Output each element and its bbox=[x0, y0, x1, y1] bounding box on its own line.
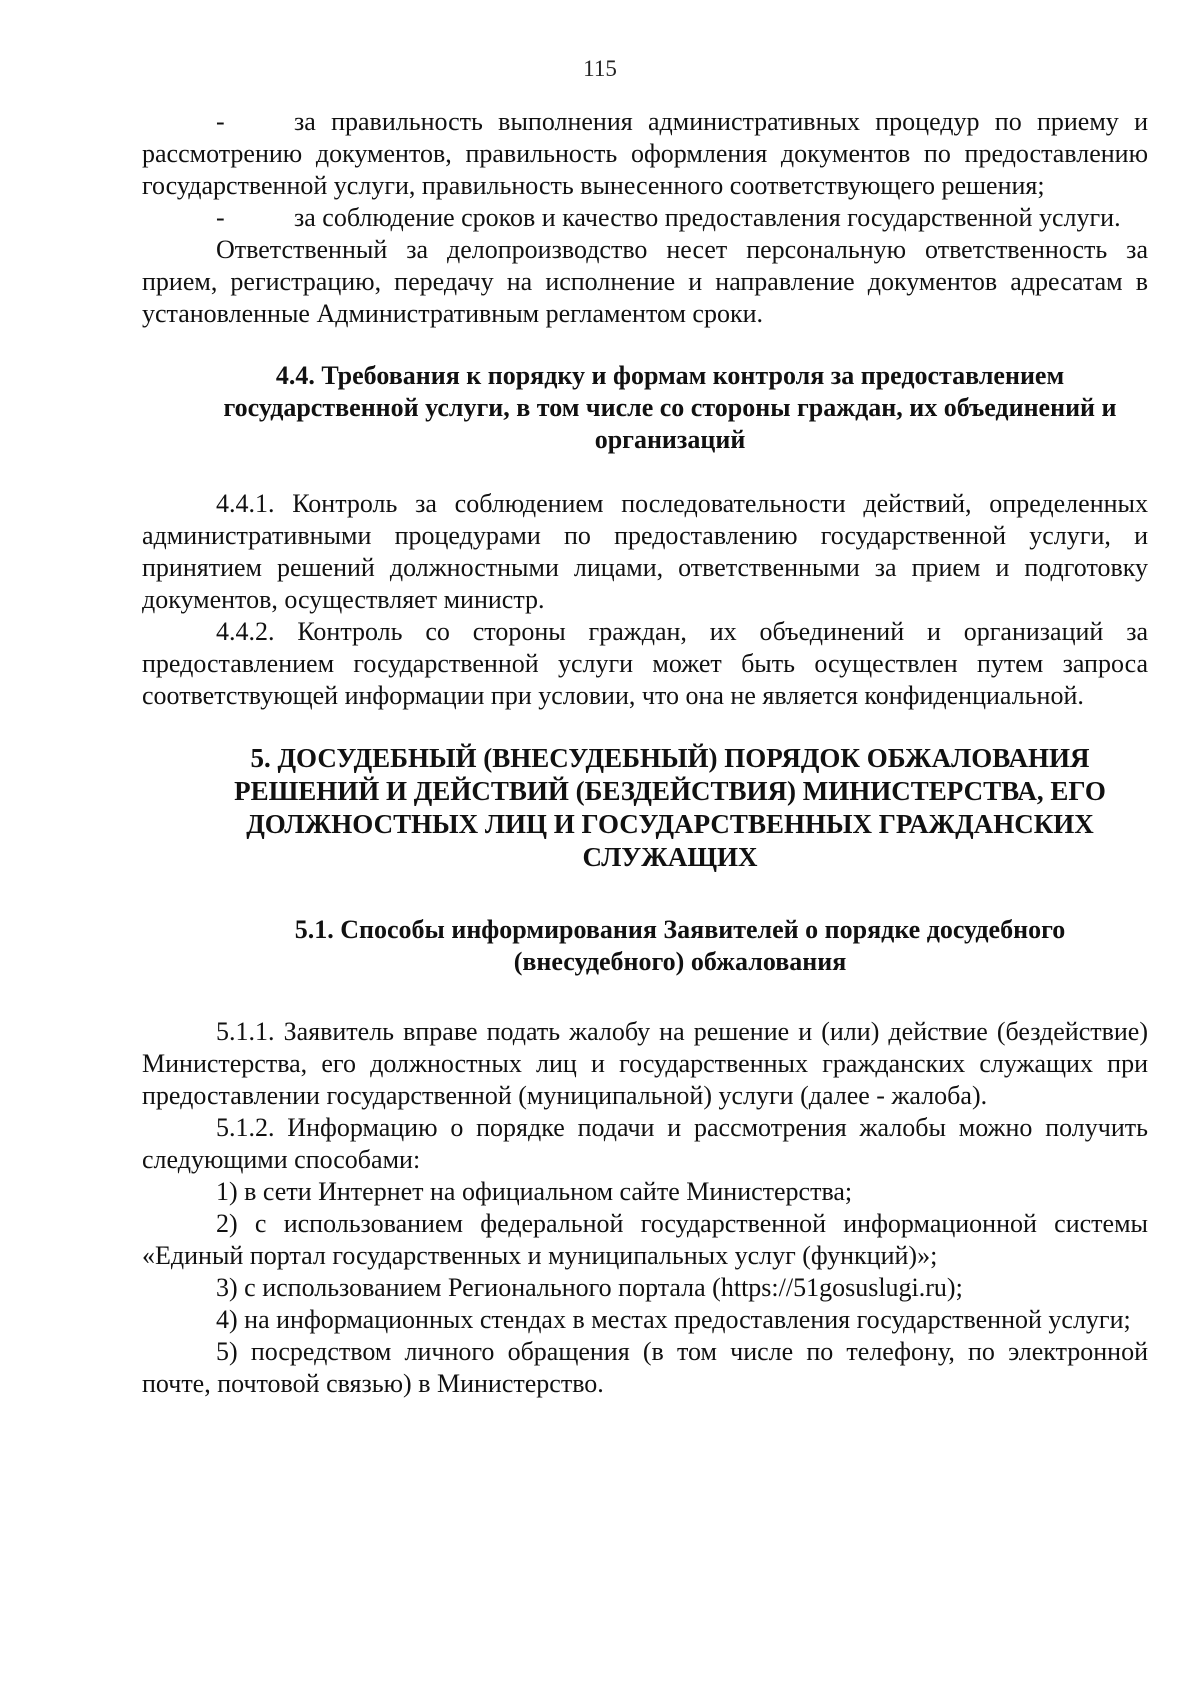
paragraph-dash-2 bbox=[142, 202, 1148, 234]
list-item-5: 5) посредством личного обращения (в том числе по телефону, по электронной почте, почтовой связью) в Министерство. bbox=[142, 1337, 1148, 1398]
list-item-4: 4) на информационных стендах в местах предоставления государственной услуги; bbox=[216, 1305, 1131, 1334]
paragraph-5-1-1: 5.1.1. Заявитель вправе подать жалобу на решение и (или) действие (бездействие) Министерства, его должностных лиц и государственных гражданских служащих при предоставлении государственной (муниципальной) услуги (далее - жалоба). bbox=[142, 1017, 1148, 1110]
document-body bbox=[142, 106, 1148, 1400]
list-item-1: 1) в сети Интернет на официальном сайте Министерства; bbox=[216, 1177, 853, 1206]
paragraph-5-1-2: 5.1.2. Информацию о порядке подачи и рассмотрения жалобы можно получить следующими способами: bbox=[142, 1113, 1148, 1174]
page-number: 115 bbox=[583, 56, 617, 81]
paragraph-responsible: Ответственный за делопроизводство несет персональную ответственность за прием, регистрацию, передачу на исполнение и направление документов адресатам в установленные Административным регламентом сроки. bbox=[142, 235, 1148, 328]
paragraph-text: за правильность выполнения административных процедур по приему и рассмотрению документов, правильность оформления документов по предоставлению государственной услуги, правильность вынесенного соответствующего решения; bbox=[142, 107, 1148, 200]
paragraph-4-4-2: 4.4.2. Контроль со стороны граждан, их объединений и организаций за предоставлением государственной услуги может быть осуществлен путем запроса соответствующей информации при условии, что она не является конфиденциальной. bbox=[142, 617, 1148, 710]
dash-mark: - bbox=[216, 203, 225, 232]
paragraph-dash-1 bbox=[142, 106, 1148, 202]
paragraph-text: за соблюдение сроков и качество предоставления государственной услуги. bbox=[294, 203, 1121, 232]
heading-5-1: 5.1. Способы информирования Заявителей о порядке досудебного (внесудебного) обжалования bbox=[294, 915, 1066, 976]
heading-4-4: 4.4. Требования к порядку и формам контроля за предоставлением государственной услуги, в том числе со стороны граждан, их объединений и организаций bbox=[223, 361, 1117, 454]
list-item-3: 3) с использованием Регионального портала (https://51gosuslugi.ru); bbox=[216, 1273, 963, 1302]
list-item-2: 2) с использованием федеральной государственной информационной системы «Единый портал государственных и муниципальных услуг (функций)»; bbox=[142, 1209, 1148, 1270]
dash-mark: - bbox=[216, 107, 225, 136]
paragraph-4-4-1: 4.4.1. Контроль за соблюдением последовательности действий, определенных административными процедурами по предоставлению государственной услуги, и принятием решений должностными лицами, ответственными за прием и подготовку документов, осуществляет министр. bbox=[142, 489, 1148, 614]
heading-section-5: 5. ДОСУДЕБНЫЙ (ВНЕСУДЕБНЫЙ) ПОРЯДОК ОБЖАЛОВАНИЯ РЕШЕНИЙ И ДЕЙСТВИЙ (БЕЗДЕЙСТВИЯ) МИНИСТЕРСТВА, ЕГО ДОЛЖНОСТНЫХ ЛИЦ И ГОСУДАРСТВЕННЫХ ГРАЖДАНСКИХ СЛУЖАЩИХ bbox=[234, 743, 1106, 872]
